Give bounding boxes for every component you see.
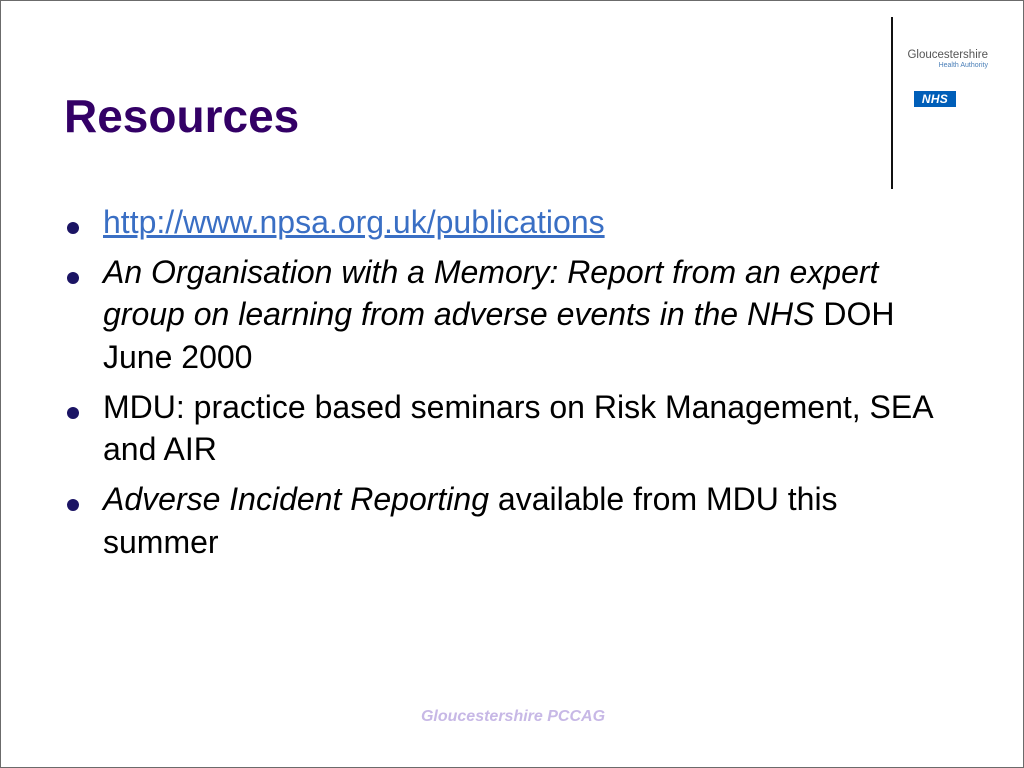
bullet-dot-icon	[67, 407, 79, 419]
header-divider	[891, 17, 893, 189]
nhs-logo-badge: NHS	[914, 91, 956, 107]
slide-title: Resources	[64, 90, 300, 142]
organisation-logo	[906, 49, 1006, 106]
adverse-incident-title-italic: Adverse Incident Reporting	[103, 481, 489, 518]
npsa-publications-link[interactable]: http://www.npsa.org.uk/publications	[103, 204, 605, 240]
report-source-text: DOH June 2000	[103, 296, 895, 375]
bullet-item-adverse-incident	[61, 478, 961, 562]
report-title-italic: An Organisation with a Memory: Report from an expert group on learning from adverse events in the NHS	[103, 254, 879, 333]
bullet-dot-icon	[67, 222, 79, 234]
adverse-incident-availability-text: available from MDU this summer	[103, 481, 838, 560]
bullet-item-organisation-memory	[61, 251, 961, 378]
bullet-dot-icon	[67, 272, 79, 284]
bullet-dot-icon	[67, 499, 79, 511]
mdu-seminars-text: MDU: practice based seminars on Risk Management, SEA and AIR	[103, 388, 932, 468]
logo-subtitle: Health Authority	[938, 61, 988, 69]
logo-name: Gloucestershire	[907, 49, 988, 61]
slide-footer: Gloucestershire PCCAG	[420, 708, 606, 725]
bullet-list	[61, 201, 961, 571]
bullet-item-mdu-seminars	[61, 386, 961, 470]
bullet-item-npsa-link	[61, 201, 961, 243]
